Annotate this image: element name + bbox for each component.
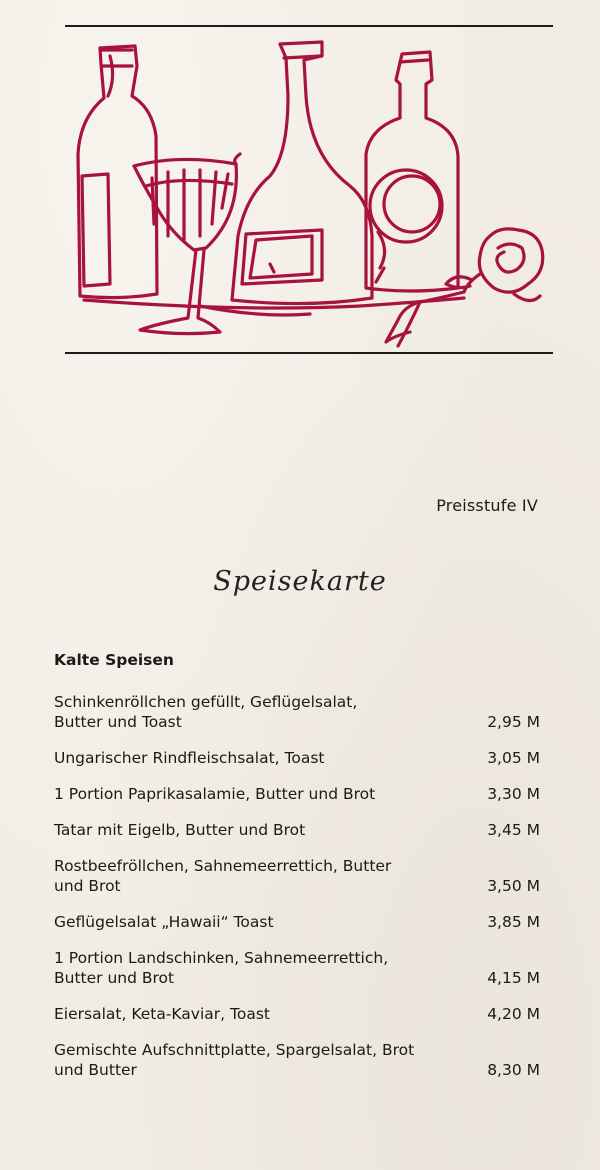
menu-item-description [54, 948, 450, 988]
menu-item-line: Ungarischer Rindfleischsalat, Toast [54, 749, 325, 767]
left-bottle [78, 46, 157, 298]
menu-item-line: Butter und Brot [54, 969, 175, 987]
menu-item-description [54, 748, 450, 768]
menu-item [54, 948, 540, 988]
menu-item [54, 1004, 540, 1024]
menu-item-price: 8,30 M [487, 1061, 540, 1079]
menu-item-description [54, 784, 450, 804]
menu-item [54, 1040, 540, 1080]
menu-item-price: 2,95 M [487, 713, 540, 731]
menu-item-line: Gemischte Aufschnittplatte, Spargelsalat, Brot [54, 1041, 415, 1059]
menu-item [54, 748, 540, 768]
bottom-rule [65, 352, 553, 354]
menu-item [54, 784, 540, 804]
menu-item-line: Butter und Toast [54, 713, 182, 731]
rose [479, 229, 542, 292]
menu-item-line: 1 Portion Paprikasalamie, Butter und Brot [54, 785, 376, 803]
menu-item-line: Rostbeefröllchen, Sahnemeerrettich, Butter [54, 857, 392, 875]
top-rule [65, 25, 553, 27]
menu-item-price: 3,45 M [487, 821, 540, 839]
menu-item-price: 3,85 M [487, 913, 540, 931]
price-level: Preisstufe IV [436, 496, 538, 515]
menu-item-description [54, 692, 450, 732]
menu-item [54, 856, 540, 896]
menu-title: Speisekarte [213, 566, 387, 597]
menu-item [54, 692, 540, 732]
menu-item-line: Eiersalat, Keta-Kaviar, Toast [54, 1005, 270, 1023]
menu-item-line: und Brot [54, 877, 121, 895]
menu-item-price: 3,50 M [487, 877, 540, 895]
menu-item-description [54, 820, 450, 840]
menu-item-line: Tatar mit Eigelb, Butter und Brot [54, 821, 306, 839]
menu-item-price: 3,30 M [487, 785, 540, 803]
menu-item [54, 820, 540, 840]
menu-item-description [54, 1004, 450, 1024]
menu-item-description [54, 856, 450, 896]
menu-list [54, 692, 540, 1096]
menu-item-line: 1 Portion Landschinken, Sahnemeerrettich, [54, 949, 389, 967]
menu-item-line: Schinkenröllchen gefüllt, Geflügelsalat, [54, 693, 358, 711]
menu-item-description [54, 1040, 450, 1080]
menu-item-line: und Butter [54, 1061, 137, 1079]
menu-item-description [54, 912, 450, 932]
menu-item-price: 3,05 M [487, 749, 540, 767]
menu-item-price: 4,20 M [487, 1005, 540, 1023]
menu-item-line: Geflügelsalat „Hawaii“ Toast [54, 913, 274, 931]
bottles-illustration [60, 36, 560, 348]
section-title: Kalte Speisen [54, 651, 174, 669]
menu-item [54, 912, 540, 932]
menu-item-price: 4,15 M [487, 969, 540, 987]
